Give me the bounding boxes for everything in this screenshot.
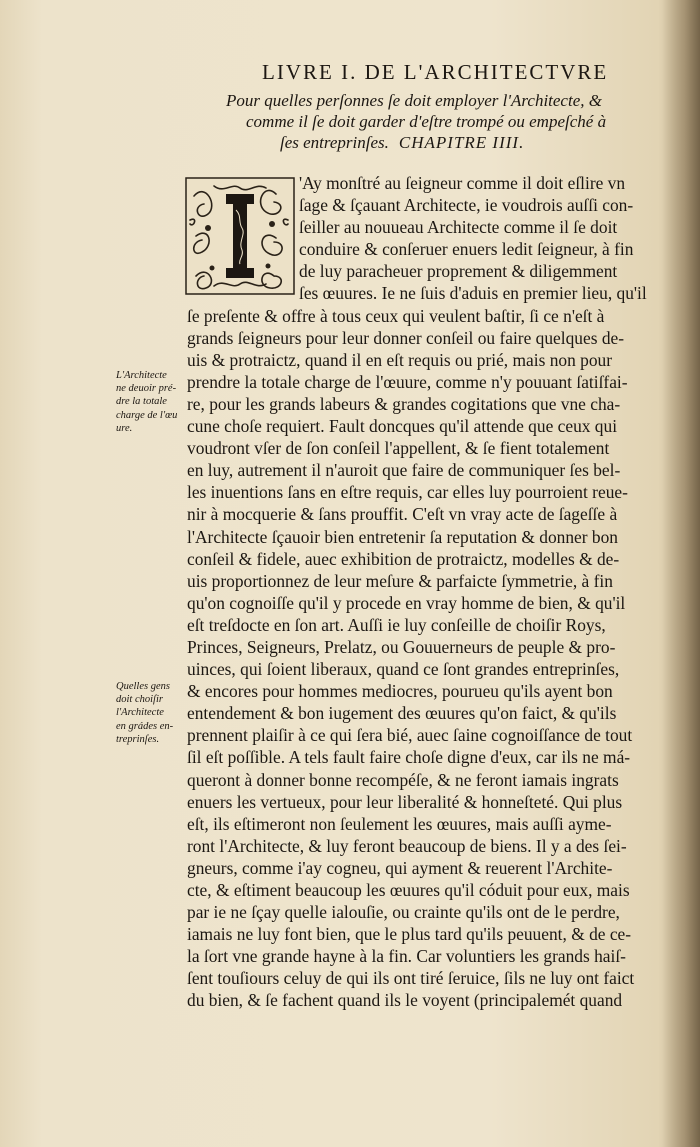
text-line: ront l'Architecte, & luy feront beaucoup de biens. Il y a des ſei- <box>187 835 627 856</box>
margin-note-line: doit choiſir <box>116 694 163 706</box>
text-line: queront à donner bonne recompéſe, & ne feront iamais ingrats <box>187 769 619 790</box>
text-line: l'Architecte ſçauoir bien entretenir ſa reputation & donner bon <box>187 526 618 547</box>
text-line: ſe preſente & offre à tous ceux qui veulent baſtir, ſi ce n'eſt à <box>187 305 605 326</box>
margin-note-line: treprinſes. <box>116 733 160 745</box>
text-line: par ie ne ſçay quelle ialouſie, ou crainte qu'ils ont de le perdre, <box>187 902 620 923</box>
text-line: ſes œuures. Ie ne ſuis d'aduis en premier lieu, qu'il <box>299 283 647 304</box>
margin-note-line: L'Architecte <box>116 370 167 381</box>
chapter-heading-line-text: ſes entreprinſes. <box>280 133 389 152</box>
text-line: Princes, Seigneurs, Prelatz, ou Gouuerneurs de peuple & pro- <box>187 636 616 657</box>
text-line: & encores pour hommes mediocres, pourueu qu'ils ayent bon <box>187 681 613 702</box>
text-line: les inuentions ſans en eſtre requis, car elles luy pourroient reue- <box>187 482 628 503</box>
text-line: uis & protraictz, quand il en eſt requis ou prié, mais non pour <box>187 349 613 370</box>
text-line: ſage & ſçauant Architecte, ie voudrois auſſi con- <box>299 195 634 216</box>
text-line: conduire & conſeruer enuers ledit ſeigneur, à fin <box>299 239 634 260</box>
text-line: eſt, ils eſtimeront non ſeulement les œuures, mais auſſi ayme- <box>187 813 612 834</box>
text-line: eſt treſdocte en ſon art. Auſſi ie luy conſeille de choiſir Roys, <box>187 614 606 635</box>
margin-note-line: Quelles gens <box>116 681 170 692</box>
margin-note-line: l'Architecte <box>116 707 164 719</box>
text-line: voudront vſer de ſon conſeil l'appellent, & ſe fient totalement <box>187 438 610 459</box>
text-line: de luy paracheuer proprement & diligemment <box>299 261 618 282</box>
text-line: ſil eſt poſſible. A tels fault faire choſe digne d'eux, car ils ne má- <box>187 747 631 768</box>
text-line: ſeiller au nouueau Architecte comme il ſe doit <box>299 217 618 238</box>
text-line: nir à mocquerie & ſans prouffit. C'eſt vn vray acte de ſageſſe à <box>187 504 618 525</box>
text-line: iamais ne luy font bien, que le plus tard qu'ils peuuent, & de ce- <box>187 924 632 945</box>
text-line: uis proportionnez de leur meſure & parfaicte ſymmetrie, à fin <box>187 570 613 591</box>
text-line: ſent touſiours celuy de qui ils ont tiré ſeruice, ſils ne luy ont faict <box>187 968 635 989</box>
margin-note-line: en grádes en- <box>116 720 174 732</box>
text-line: 'Ay monſtré au ſeigneur comme il doit eſlire vn <box>299 173 626 193</box>
text-line: conſeil & fidele, auec exhibition de protraictz, modelles & de- <box>187 548 620 569</box>
text-line: enuers les vertueux, pour leur liberalité & honneſteté. Qui plus <box>187 791 623 812</box>
margin-note-line: ne deuoir pré- <box>116 383 177 395</box>
margin-note <box>116 680 188 746</box>
text-line: prennent plaiſir à ce qui ſera bié, auec ſaine cognoiſſance de tout <box>187 725 633 746</box>
text-line: la ſort vne grande hayne à la fin. Car voluntiers les grands haiſ- <box>187 946 626 967</box>
chapter-heading-line: Pour quelles perſonnes ſe doit employer l'Architecte, & <box>226 91 602 110</box>
text-line: prendre la totale charge de l'œuure, comme n'y pouuant ſatiſfai- <box>187 371 628 392</box>
text-line: re, pour les grands labeurs & grandes cogitations que vne cha- <box>187 393 621 414</box>
text-line: en luy, autrement il n'auroit que faire de communiquer ſes bel- <box>187 460 621 481</box>
running-head: LIVRE I. DE L'ARCHITECTVRE <box>262 60 609 84</box>
chapter-number: CHAPITRE IIII. <box>398 133 525 152</box>
body-text <box>187 172 677 1012</box>
margin-note-line: charge de l'œu <box>116 409 178 421</box>
text-line: cune choſe requiert. Fault doncques qu'il attende que ceux qui <box>187 416 618 437</box>
text-line: cte, & eſtiment beaucoup les œuures qu'il códuit pour eux, mais <box>187 880 630 900</box>
text-line: du bien, & ſe fachent quand ils le voyent (principalemét quand <box>187 990 623 1011</box>
margin-note-line: ure. <box>116 422 133 434</box>
text-line: entendement & bon iugement des œuures qu'on faict, & qu'ils <box>187 703 617 724</box>
text-line: grands ſeigneurs pour leur donner conſeil ou faire quelques de- <box>187 327 625 348</box>
text-line: qu'on cognoiſſe qu'il y procede en vray homme de bien, & qu'il <box>187 592 626 613</box>
chapter-heading-line: comme il ſe doit garder d'eſtre trompé ou empeſché à <box>246 112 607 131</box>
margin-note-line: dre la totale <box>116 396 167 408</box>
text-line: uinces, qui ſoient liberaux, quand ce ſont grandes entreprinſes, <box>187 659 620 680</box>
margin-note <box>116 369 188 435</box>
text-line: gneurs, comme i'ay cogneu, qui ayment & reuerent l'Archite- <box>187 857 613 878</box>
chapter-heading-line <box>200 132 640 153</box>
chapter-heading <box>200 90 640 153</box>
